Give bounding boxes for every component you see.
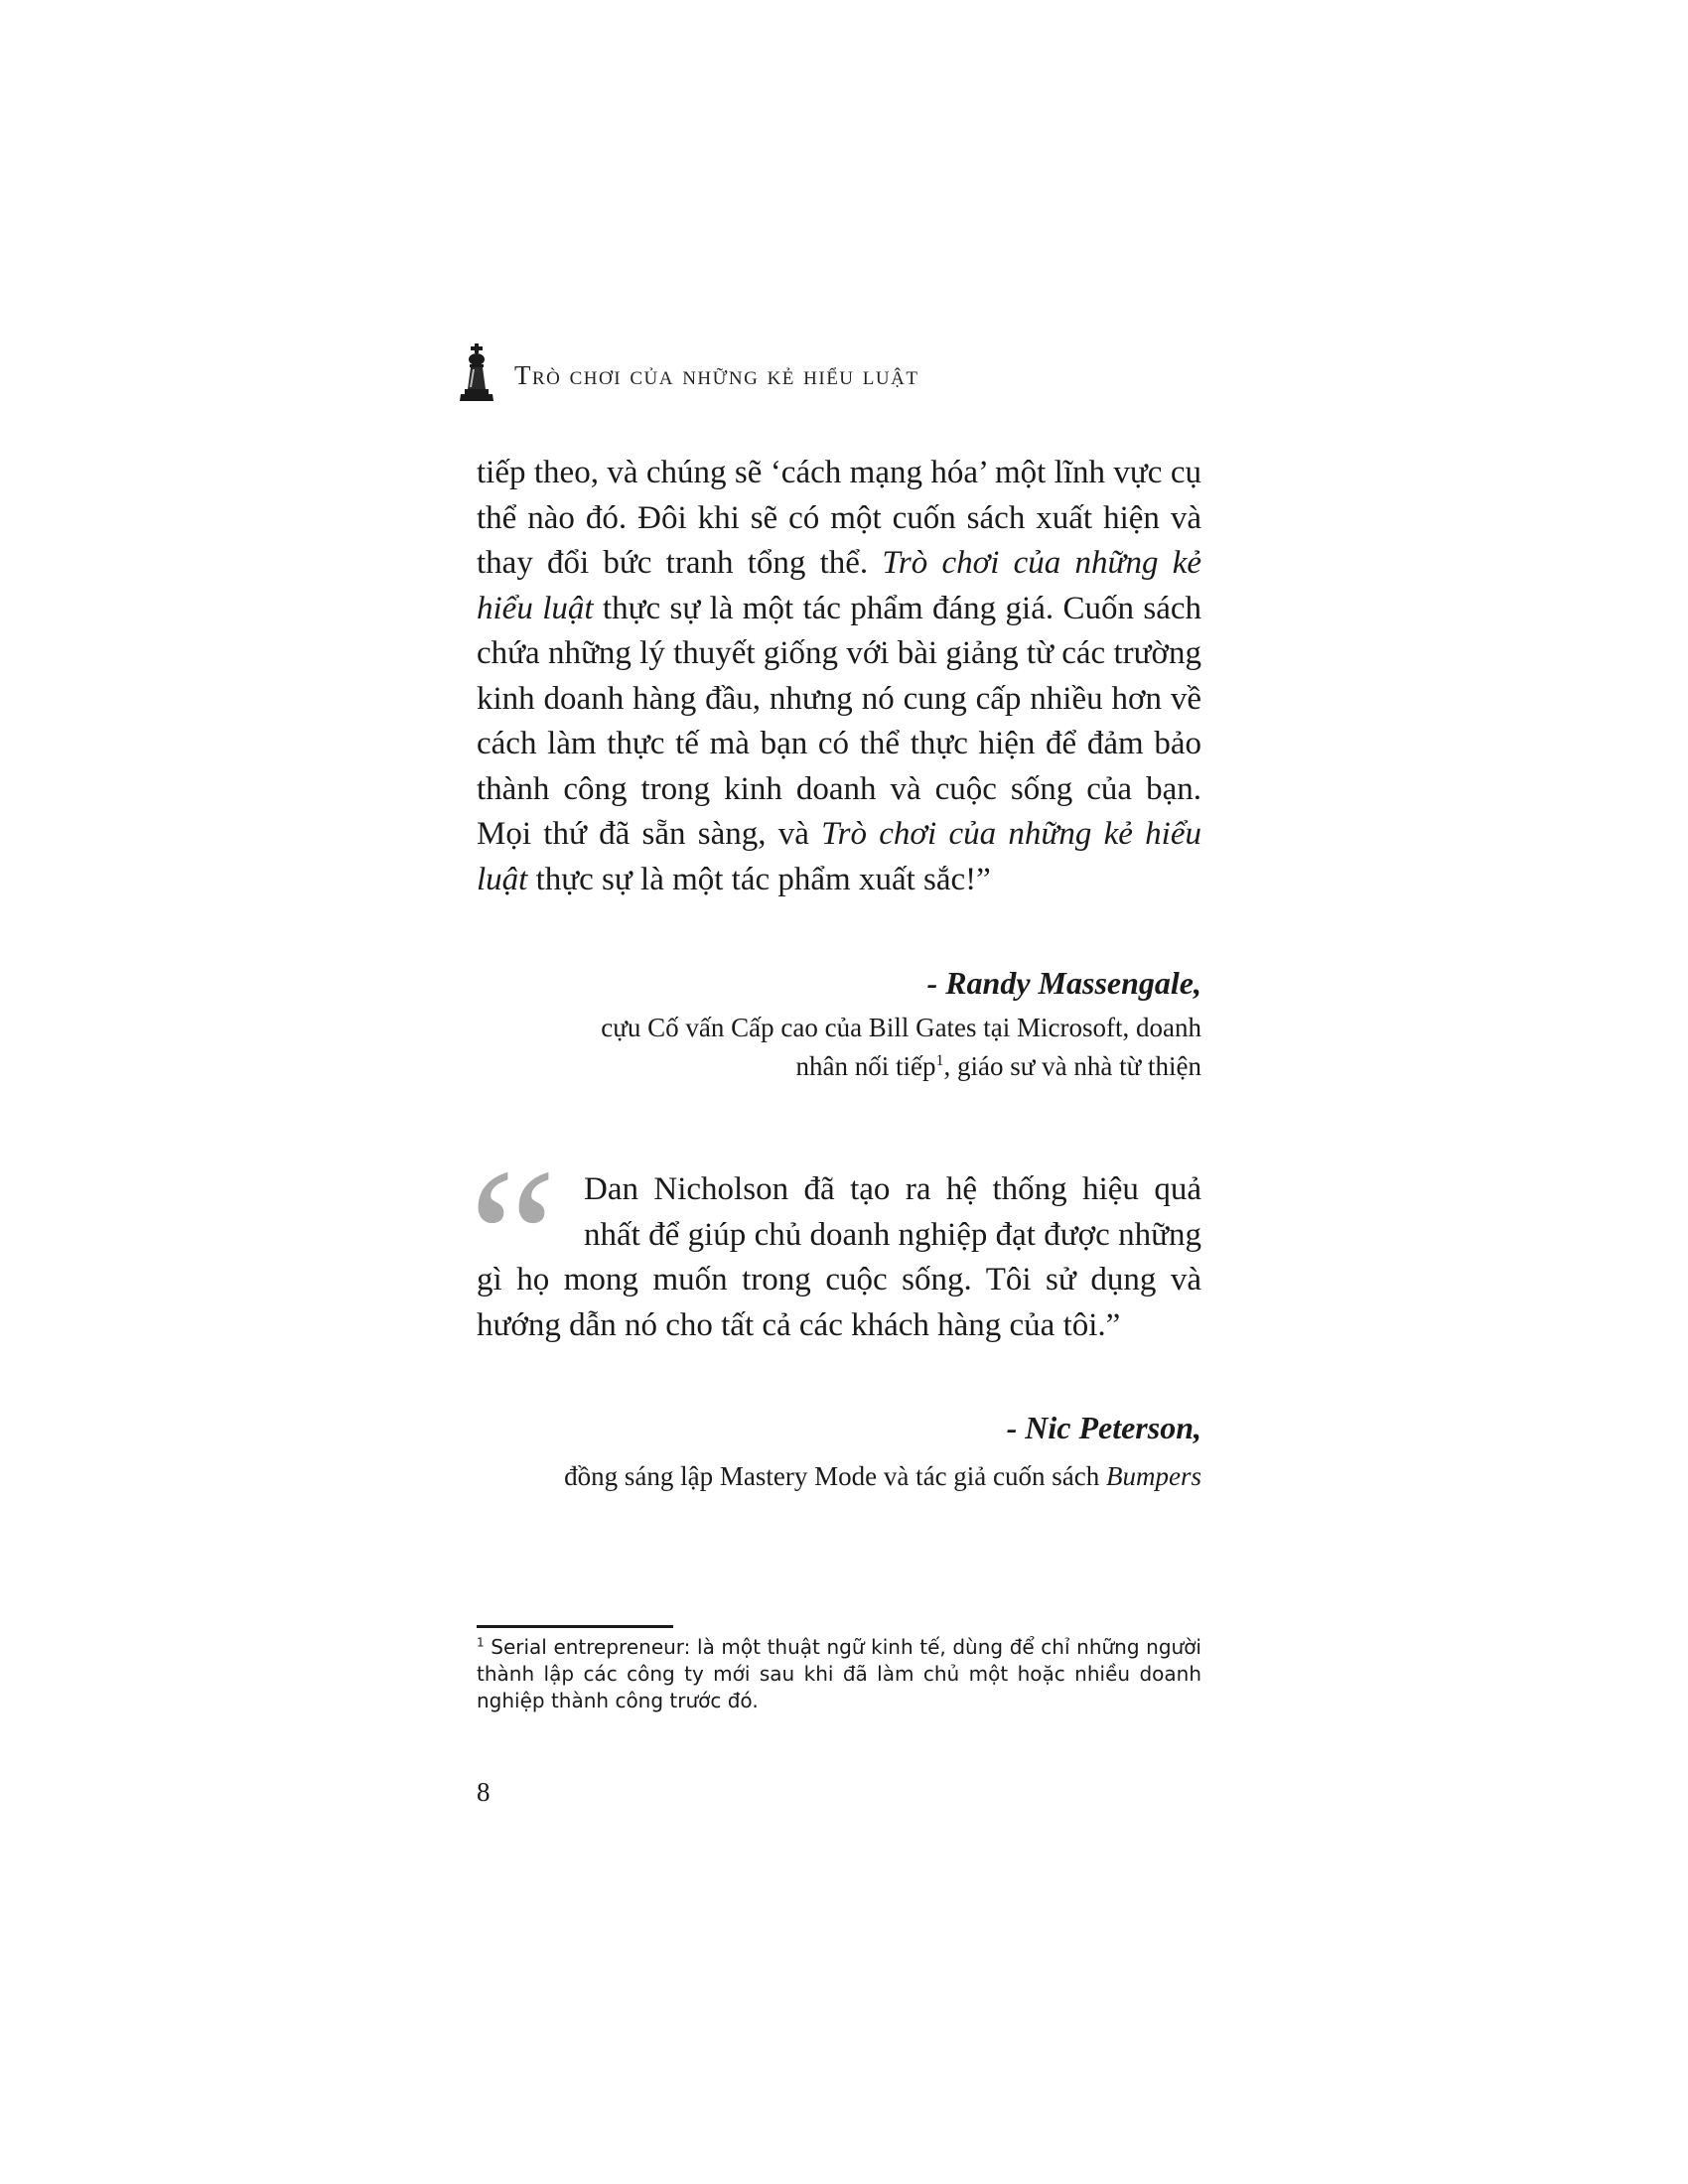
book-title-italic: Trò chơi của những kẻ hiểu luật	[477, 545, 1201, 626]
book-title-italic: Bumpers	[1106, 1461, 1201, 1491]
testimonial-2-role	[447, 1457, 1201, 1496]
testimonial-2-author: - Nic Peterson,	[1006, 1410, 1201, 1445]
testimonial-1-role	[447, 1009, 1201, 1086]
testimonial-2-role-text: đồng sáng lập Mastery Mode và tác giả cuốn sách	[564, 1461, 1106, 1491]
testimonial-1-segment: thực sự là một tác phẩm đáng giá. Cuốn sách chứa những lý thuyết giống với bài giảng từ các trường kinh doanh hàng đầu, nhưng nó cung cấp nhiều hơn về cách làm thực tế mà bạn có thể thực hiện để đảm bảo thành công trong kinh doanh và cuộc sống của bạn. Mọi thứ đã sẵn sàng, và	[477, 590, 1201, 852]
testimonial-2	[477, 1167, 1201, 1348]
testimonial-1-author: - Randy Massengale,	[926, 965, 1201, 1001]
role-line-2: nhân nối tiếp	[795, 1051, 936, 1081]
footnote-reference[interactable]: 1	[935, 1052, 944, 1069]
role-line-1: cựu Cố vấn Cấp cao của Bill Gates tại Microsoft, doanh	[601, 1013, 1201, 1042]
running-title: Trò chơi của những kẻ hiểu luật	[514, 360, 919, 390]
testimonial-1-text	[477, 451, 1201, 902]
testimonial-1-segment: tiếp theo, và chúng sẽ ‘cách mạng hóa’ một lĩnh vực cụ thể nào đó. Đôi khi sẽ có một cuốn sách xuất hiện và thay đổi bức tranh tổng thể.	[477, 455, 1201, 581]
page-number: 8	[477, 1777, 491, 1807]
quote-mark-icon: “	[469, 1129, 557, 1348]
quote-mark-indent	[477, 1167, 584, 1257]
role-line-2-end: , giáo sư và nhà từ thiện	[943, 1051, 1201, 1081]
testimonial-2-text: Dan Nicholson đã tạo ra hệ thống hiệu quả nhất để giúp chủ doanh nghiệp đạt được những gì họ mong muốn trong cuộc sống. Tôi sử dụng và hướng dẫn nó cho tất cả các khách hàng của tôi.”	[477, 1171, 1201, 1343]
running-header	[459, 343, 918, 403]
chess-king-icon	[459, 343, 494, 403]
footnote-divider	[477, 1625, 673, 1628]
testimonial-1-segment: thực sự là một tác phẩm xuất sắc!”	[527, 861, 991, 897]
footnote-text: Serial entrepreneur: là một thuật ngữ kinh tế, dùng để chỉ những người thành lập các công ty mới sau khi đã làm chủ một hoặc nhiều doanh nghiệp thành công trước đó.	[477, 1635, 1201, 1712]
testimonial-1	[477, 451, 1201, 902]
footnote-number: 1	[477, 1635, 485, 1650]
book-title-italic: Trò chơi của những kẻ hiểu luật	[477, 816, 1201, 897]
footnote	[477, 1634, 1201, 1714]
